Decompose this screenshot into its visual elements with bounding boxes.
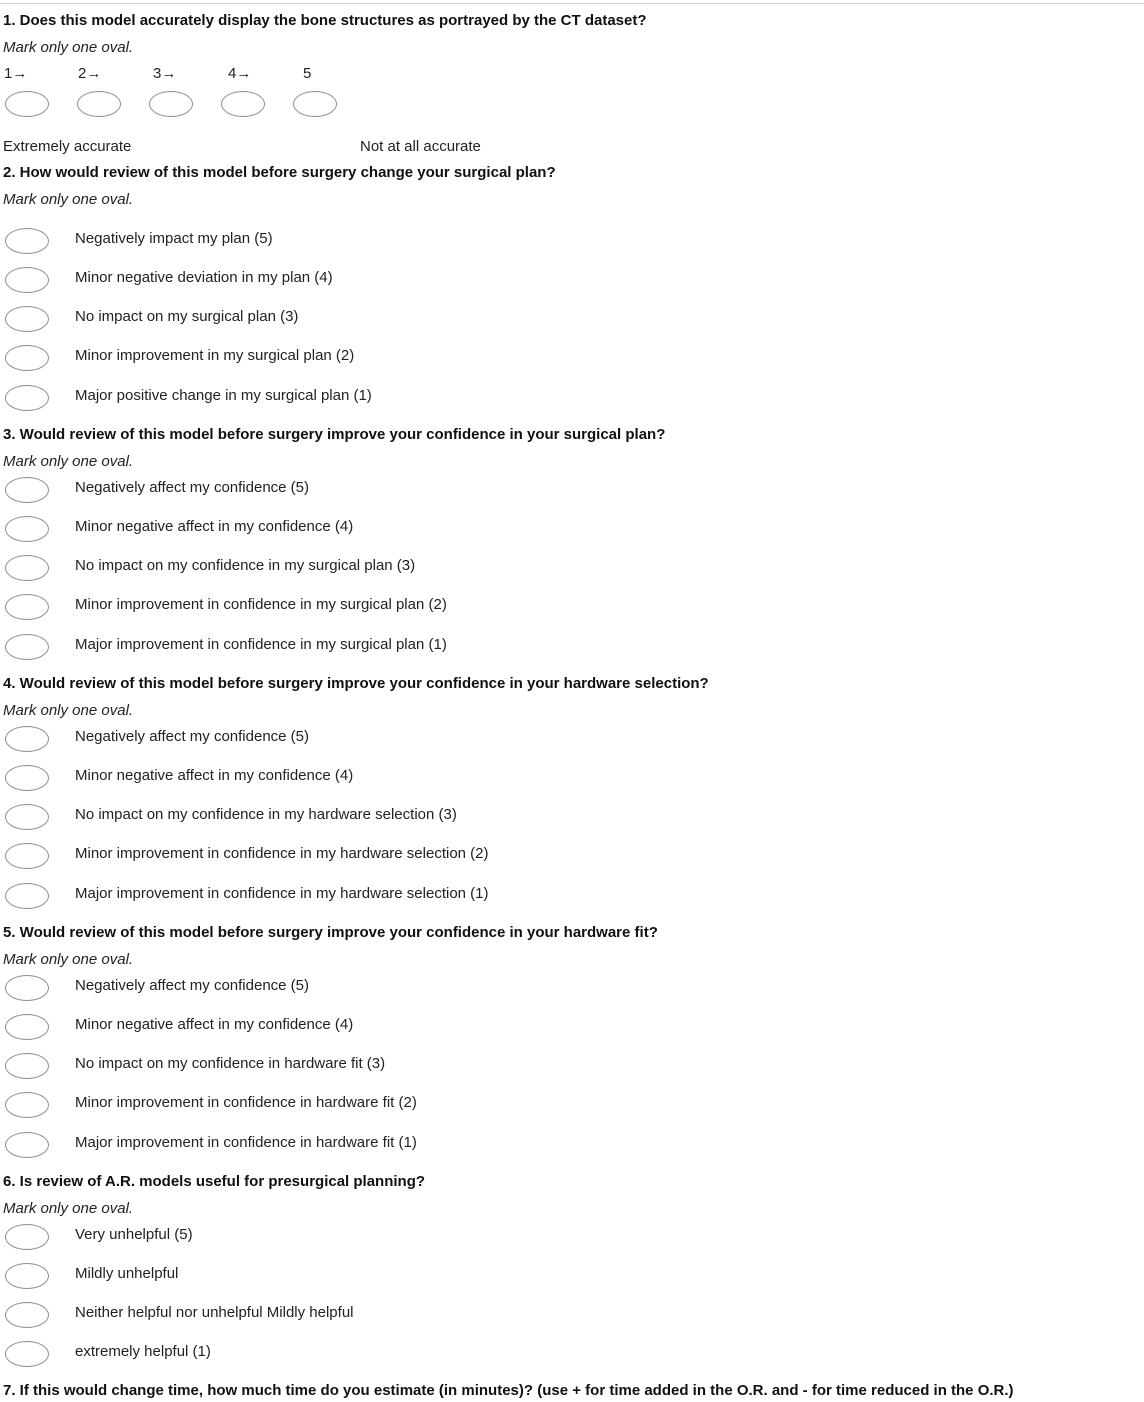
q5-option-label: Major improvement in confidence in hardware fit (1) [75, 1134, 417, 1151]
q5-option-oval[interactable] [5, 1014, 49, 1040]
q2-option-oval[interactable] [5, 345, 49, 371]
q6-option-label: Neither helpful nor unhelpful Mildly helpful [75, 1304, 354, 1321]
question-5-instruction: Mark only one oval. [3, 951, 134, 968]
top-divider [0, 3, 1144, 4]
scale-label-5: 5 [303, 65, 312, 82]
q4-option-oval[interactable] [5, 843, 49, 869]
q3-option-label: Minor negative affect in my confidence (4) [75, 518, 354, 535]
question-5-title: 5. Would review of this model before surgery improve your confidence in your hardware fit? [3, 924, 658, 941]
q3-option-label: Negatively affect my confidence (5) [75, 479, 310, 496]
q3-option-oval[interactable] [5, 634, 49, 660]
q1-scale-oval-5[interactable] [293, 91, 337, 117]
q4-option-label: Negatively affect my confidence (5) [75, 728, 310, 745]
q6-option-label: extremely helpful (1) [75, 1343, 211, 1360]
q2-option-label: Minor improvement in my surgical plan (2) [75, 347, 355, 364]
q2-option-label: No impact on my surgical plan (3) [75, 308, 299, 325]
q5-option-oval[interactable] [5, 1053, 49, 1079]
q6-option-oval[interactable] [5, 1302, 49, 1328]
question-1-instruction: Mark only one oval. [3, 39, 134, 56]
q5-option-oval[interactable] [5, 975, 49, 1001]
question-1-title: 1. Does this model accurately display the bone structures as portrayed by the CT dataset? [3, 12, 647, 29]
question-6-title: 6. Is review of A.R. models useful for presurgical planning? [3, 1173, 426, 1190]
scale-label-2: 2→ [78, 65, 102, 82]
question-2-instruction: Mark only one oval. [3, 191, 134, 208]
q5-option-label: Negatively affect my confidence (5) [75, 977, 310, 994]
q2-option-label: Minor negative deviation in my plan (4) [75, 269, 333, 286]
q2-option-oval[interactable] [5, 228, 49, 254]
q6-option-label: Very unhelpful (5) [75, 1226, 193, 1243]
question-4-title: 4. Would review of this model before surgery improve your confidence in your hardware selection? [3, 675, 709, 692]
q1-scale-oval-3[interactable] [149, 91, 193, 117]
q2-option-oval[interactable] [5, 267, 49, 293]
q4-option-label: Minor improvement in confidence in my hardware selection (2) [75, 845, 489, 862]
q4-option-label: No impact on my confidence in my hardware selection (3) [75, 806, 457, 823]
q3-option-oval[interactable] [5, 477, 49, 503]
q4-option-oval[interactable] [5, 804, 49, 830]
q3-option-oval[interactable] [5, 594, 49, 620]
q3-option-oval[interactable] [5, 516, 49, 542]
question-3-title: 3. Would review of this model before surgery improve your confidence in your surgical plan? [3, 426, 666, 443]
question-4-instruction: Mark only one oval. [3, 702, 134, 719]
q1-scale-oval-2[interactable] [77, 91, 121, 117]
scale-low-label: Extremely accurate [3, 138, 132, 155]
question-3-instruction: Mark only one oval. [3, 453, 134, 470]
q3-option-label: No impact on my confidence in my surgical plan (3) [75, 557, 416, 574]
q6-option-label: Mildly unhelpful [75, 1265, 179, 1282]
question-2-title: 2. How would review of this model before surgery change your surgical plan? [3, 164, 556, 181]
question-6-instruction: Mark only one oval. [3, 1200, 134, 1217]
q5-option-label: Minor improvement in confidence in hardware fit (2) [75, 1094, 417, 1111]
q3-option-label: Minor improvement in confidence in my surgical plan (2) [75, 596, 447, 613]
q6-option-oval[interactable] [5, 1224, 49, 1250]
q5-option-oval[interactable] [5, 1092, 49, 1118]
q1-scale-oval-4[interactable] [221, 91, 265, 117]
q3-option-oval[interactable] [5, 555, 49, 581]
q4-option-oval[interactable] [5, 726, 49, 752]
scale-label-1: 1→ [4, 65, 28, 82]
scale-label-3: 3→ [153, 65, 177, 82]
q6-option-oval[interactable] [5, 1263, 49, 1289]
q5-option-oval[interactable] [5, 1132, 49, 1158]
q2-option-oval[interactable] [5, 306, 49, 332]
scale-label-4: 4→ [228, 65, 252, 82]
q6-option-oval[interactable] [5, 1341, 49, 1367]
q4-option-oval[interactable] [5, 883, 49, 909]
q5-option-label: No impact on my confidence in hardware fit (3) [75, 1055, 386, 1072]
q4-option-label: Major improvement in confidence in my hardware selection (1) [75, 885, 489, 902]
q4-option-oval[interactable] [5, 765, 49, 791]
q4-option-label: Minor negative affect in my confidence (4) [75, 767, 354, 784]
q1-scale-oval-1[interactable] [5, 91, 49, 117]
q2-option-oval[interactable] [5, 385, 49, 411]
q5-option-label: Minor negative affect in my confidence (4) [75, 1016, 354, 1033]
question-7-title: 7. If this would change time, how much time do you estimate (in minutes)? (use + for time added in the O.R. and - for time reduced in the O.R.) [3, 1382, 1014, 1399]
scale-high-label: Not at all accurate [360, 138, 481, 155]
q2-option-label: Major positive change in my surgical plan (1) [75, 387, 372, 404]
q3-option-label: Major improvement in confidence in my surgical plan (1) [75, 636, 447, 653]
q2-option-label: Negatively impact my plan (5) [75, 230, 273, 247]
